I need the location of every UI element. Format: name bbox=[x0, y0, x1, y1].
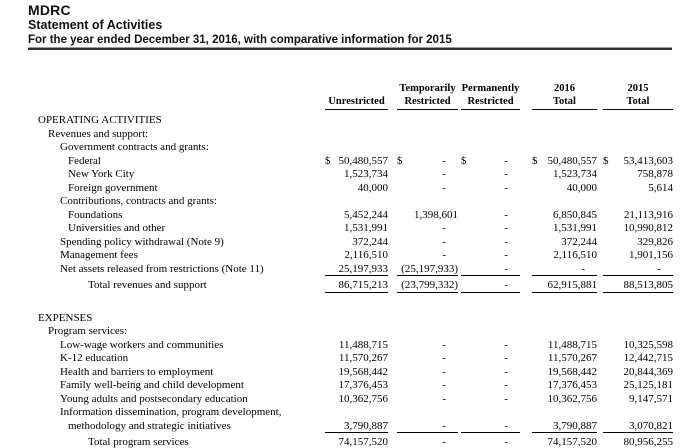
value-cell bbox=[325, 236, 388, 250]
row-label: New York City bbox=[68, 168, 135, 180]
value-cell bbox=[532, 168, 597, 182]
cell-value: - bbox=[442, 379, 446, 391]
cell-value: 17,376,453 bbox=[547, 379, 597, 391]
value-cell bbox=[397, 249, 458, 263]
table-row bbox=[0, 128, 699, 142]
cell-value: 10,325,598 bbox=[623, 338, 673, 351]
value-cell bbox=[397, 393, 458, 407]
table-row bbox=[0, 420, 699, 434]
cell-value: 40,000 bbox=[357, 181, 388, 194]
cell-value: 6,850,845 bbox=[553, 208, 597, 221]
value-cell bbox=[461, 141, 520, 155]
value-cell bbox=[603, 279, 673, 293]
value-cell bbox=[532, 420, 597, 434]
cell-value: - bbox=[504, 249, 508, 261]
cell-value: 80,956,255 bbox=[623, 436, 673, 448]
row-label: Universities and other bbox=[68, 222, 166, 234]
value-cell bbox=[603, 168, 673, 182]
dollar-sign: $ bbox=[603, 154, 609, 167]
cell-value: 3,790,887 bbox=[344, 419, 388, 432]
cell-value: 11,488,715 bbox=[338, 338, 388, 351]
row-label: Foundations bbox=[68, 208, 123, 221]
value-cell bbox=[325, 393, 388, 407]
value-cell bbox=[532, 436, 597, 448]
value-cell bbox=[603, 114, 673, 128]
cell-value: - bbox=[504, 222, 508, 234]
value-cell bbox=[325, 436, 388, 448]
cell-value: 19,568,442 bbox=[338, 365, 388, 378]
column-header-permanently-restricted bbox=[461, 81, 520, 110]
activities-table bbox=[0, 81, 699, 448]
value-cell bbox=[603, 325, 673, 339]
column-header-line1: 2016 bbox=[554, 83, 575, 94]
value-cell bbox=[461, 195, 520, 209]
table-row bbox=[0, 325, 699, 339]
cell-value: - bbox=[442, 249, 446, 261]
cell-value: 1,531,991 bbox=[553, 222, 597, 234]
cell-value: - bbox=[504, 235, 508, 248]
value-cell bbox=[461, 114, 520, 128]
cell-value: 372,244 bbox=[352, 235, 388, 248]
cell-value: 62,915,881 bbox=[547, 279, 597, 291]
table-row bbox=[0, 366, 699, 380]
cell-value: - bbox=[442, 181, 446, 194]
column-header-2015-total bbox=[603, 81, 673, 110]
value-cell bbox=[461, 339, 520, 353]
cell-value: - bbox=[657, 262, 661, 275]
value-cell bbox=[603, 195, 673, 209]
value-cell bbox=[532, 182, 597, 196]
value-cell bbox=[461, 222, 520, 236]
table-row bbox=[0, 182, 699, 196]
cell-value: - bbox=[442, 365, 446, 378]
value-cell bbox=[461, 366, 520, 380]
table-row bbox=[0, 393, 699, 407]
value-cell bbox=[532, 209, 597, 223]
column-header-line2: Total bbox=[553, 96, 576, 107]
value-cell bbox=[397, 379, 458, 393]
cell-value: - bbox=[504, 168, 508, 180]
value-cell bbox=[532, 249, 597, 263]
value-cell bbox=[603, 436, 673, 448]
table-header-row bbox=[0, 81, 699, 110]
cell-value: 11,570,267 bbox=[338, 352, 388, 364]
value-cell bbox=[325, 249, 388, 263]
cell-value: 25,125,181 bbox=[623, 379, 673, 391]
value-cell bbox=[397, 128, 458, 142]
value-cell bbox=[397, 352, 458, 366]
value-cell bbox=[325, 406, 388, 420]
cell-value: - bbox=[504, 365, 508, 378]
row-label: Federal bbox=[68, 154, 101, 167]
cell-value: - bbox=[504, 279, 508, 291]
row-label: OPERATING ACTIVITIES bbox=[38, 114, 162, 126]
value-cell bbox=[325, 168, 388, 182]
value-cell bbox=[397, 406, 458, 420]
value-cell bbox=[325, 155, 388, 169]
table-body bbox=[0, 114, 699, 448]
value-cell bbox=[461, 436, 520, 448]
cell-value: 86,715,213 bbox=[338, 279, 388, 291]
value-cell bbox=[397, 263, 458, 277]
row-label: Program services: bbox=[48, 325, 128, 337]
value-cell bbox=[603, 393, 673, 407]
title-divider bbox=[28, 47, 672, 50]
value-cell bbox=[325, 195, 388, 209]
value-cell bbox=[397, 420, 458, 434]
cell-value: 5,614 bbox=[648, 181, 673, 194]
value-cell bbox=[325, 352, 388, 366]
cell-value: - bbox=[442, 352, 446, 364]
value-cell bbox=[532, 114, 597, 128]
value-cell bbox=[603, 222, 673, 236]
value-cell bbox=[397, 366, 458, 380]
row-label: Total revenues and support bbox=[88, 279, 207, 291]
cell-value: (23,799,332) bbox=[401, 279, 458, 291]
cell-value: 11,570,267 bbox=[547, 352, 597, 364]
cell-value: 1,531,991 bbox=[344, 222, 388, 234]
row-label: Spending policy withdrawal (Note 9) bbox=[60, 235, 224, 248]
cell-value: - bbox=[581, 262, 585, 275]
cell-value: - bbox=[504, 379, 508, 391]
cell-value: 88,513,805 bbox=[623, 279, 673, 291]
cell-value: 1,901,156 bbox=[629, 249, 673, 261]
value-cell bbox=[397, 339, 458, 353]
value-cell bbox=[603, 339, 673, 353]
table-row bbox=[0, 339, 699, 353]
value-cell bbox=[461, 209, 520, 223]
value-cell bbox=[603, 312, 673, 326]
table-row bbox=[0, 436, 699, 448]
value-cell bbox=[461, 128, 520, 142]
cell-value: - bbox=[442, 235, 446, 248]
row-label: Total program services bbox=[88, 436, 189, 448]
cell-value: 10,362,756 bbox=[547, 392, 597, 405]
cell-value: - bbox=[504, 419, 508, 432]
value-cell bbox=[532, 222, 597, 236]
cell-value: 2,116,510 bbox=[553, 249, 597, 261]
value-cell bbox=[603, 155, 673, 169]
cell-value: (25,197,933) bbox=[401, 262, 458, 275]
row-label: EXPENSES bbox=[38, 311, 93, 324]
value-cell bbox=[461, 420, 520, 434]
value-cell bbox=[603, 141, 673, 155]
cell-value: 9,147,571 bbox=[629, 392, 673, 405]
value-cell bbox=[397, 168, 458, 182]
value-cell bbox=[397, 279, 458, 293]
value-cell bbox=[603, 420, 673, 434]
value-cell bbox=[532, 155, 597, 169]
value-cell bbox=[325, 379, 388, 393]
value-cell bbox=[397, 182, 458, 196]
cell-value: - bbox=[442, 338, 446, 351]
value-cell bbox=[461, 168, 520, 182]
value-cell bbox=[461, 379, 520, 393]
cell-value: 1,523,734 bbox=[553, 168, 597, 180]
value-cell bbox=[325, 182, 388, 196]
value-cell bbox=[461, 352, 520, 366]
value-cell bbox=[397, 195, 458, 209]
row-label: Management fees bbox=[60, 249, 138, 261]
value-cell bbox=[603, 249, 673, 263]
section-spacer bbox=[0, 293, 699, 312]
value-cell bbox=[325, 339, 388, 353]
value-cell bbox=[603, 366, 673, 380]
value-cell bbox=[603, 209, 673, 223]
cell-value: - bbox=[504, 154, 508, 167]
cell-value: - bbox=[504, 392, 508, 405]
value-cell bbox=[532, 195, 597, 209]
value-cell bbox=[397, 114, 458, 128]
table-row bbox=[0, 168, 699, 182]
table-row bbox=[0, 222, 699, 236]
value-cell bbox=[325, 312, 388, 326]
value-cell bbox=[603, 352, 673, 366]
org-name: MDRC bbox=[28, 2, 71, 18]
cell-value: 25,197,933 bbox=[338, 262, 388, 275]
statement-title: Statement of Activities bbox=[28, 18, 163, 32]
column-header-line1: Permanently bbox=[461, 83, 520, 94]
cell-value: 50,480,557 bbox=[547, 154, 597, 167]
cell-value: - bbox=[504, 262, 508, 275]
value-cell bbox=[603, 128, 673, 142]
column-header-unrestricted bbox=[325, 81, 388, 110]
value-cell bbox=[461, 263, 520, 277]
row-label: Health and barriers to employment bbox=[60, 365, 214, 378]
label-column-spacer bbox=[0, 81, 325, 110]
value-cell bbox=[461, 406, 520, 420]
value-cell bbox=[397, 222, 458, 236]
column-header-line2: Restricted bbox=[467, 96, 514, 107]
value-cell bbox=[325, 325, 388, 339]
value-cell bbox=[397, 141, 458, 155]
cell-value: - bbox=[504, 338, 508, 351]
row-label: Young adults and postsecondary education bbox=[60, 392, 248, 405]
column-header-line2: Total bbox=[626, 96, 650, 107]
cell-value: - bbox=[442, 222, 446, 234]
value-cell bbox=[325, 141, 388, 155]
cell-value: - bbox=[442, 154, 446, 167]
value-cell bbox=[532, 263, 597, 277]
row-label: Government contracts and grants: bbox=[60, 141, 209, 153]
cell-value: 21,113,916 bbox=[623, 208, 673, 221]
table-row bbox=[0, 209, 699, 223]
cell-value: 1,398,601 bbox=[414, 208, 458, 221]
value-cell bbox=[461, 249, 520, 263]
cell-value: - bbox=[504, 436, 508, 448]
cell-value: 1,523,734 bbox=[344, 168, 388, 180]
value-cell bbox=[532, 339, 597, 353]
cell-value: - bbox=[442, 436, 446, 448]
cell-value: 10,362,756 bbox=[338, 392, 388, 405]
value-cell bbox=[325, 366, 388, 380]
value-cell bbox=[397, 312, 458, 326]
value-cell bbox=[461, 182, 520, 196]
value-cell bbox=[603, 182, 673, 196]
cell-value: 50,480,557 bbox=[338, 154, 388, 167]
value-cell bbox=[603, 379, 673, 393]
value-cell bbox=[325, 420, 388, 434]
value-cell bbox=[461, 236, 520, 250]
value-cell bbox=[532, 279, 597, 293]
value-cell bbox=[532, 393, 597, 407]
column-header-line1: 2015 bbox=[627, 83, 649, 94]
row-label: Information dissemination, program development, bbox=[60, 406, 282, 418]
cell-value: 3,790,887 bbox=[553, 419, 597, 432]
cell-value: 74,157,520 bbox=[547, 436, 597, 448]
table-row bbox=[0, 312, 699, 326]
statement-subtitle: For the year ended December 31, 2016, with comparative information for 2015 bbox=[28, 34, 452, 46]
row-label: Net assets released from restrictions (Note 11) bbox=[60, 262, 264, 275]
dollar-sign: $ bbox=[461, 154, 467, 167]
cell-value: 20,844,369 bbox=[623, 365, 673, 378]
value-cell bbox=[461, 393, 520, 407]
value-cell bbox=[532, 128, 597, 142]
row-label: Family well-being and child development bbox=[60, 379, 244, 391]
row-label: K-12 education bbox=[60, 352, 129, 364]
value-cell bbox=[461, 155, 520, 169]
cell-value: 40,000 bbox=[566, 181, 597, 194]
cell-value: - bbox=[442, 419, 446, 432]
value-cell bbox=[325, 279, 388, 293]
row-label: Contributions, contracts and grants: bbox=[60, 195, 218, 207]
table-row bbox=[0, 114, 699, 128]
value-cell bbox=[461, 325, 520, 339]
value-cell bbox=[532, 141, 597, 155]
cell-value: - bbox=[504, 352, 508, 364]
value-cell bbox=[397, 236, 458, 250]
table-row bbox=[0, 352, 699, 366]
table-row bbox=[0, 141, 699, 155]
value-cell bbox=[325, 128, 388, 142]
dollar-sign: $ bbox=[397, 154, 403, 167]
table-row bbox=[0, 279, 699, 293]
value-cell bbox=[325, 114, 388, 128]
cell-value: 372,244 bbox=[561, 235, 597, 248]
cell-value: 329,826 bbox=[637, 235, 673, 248]
cell-value: 17,376,453 bbox=[338, 379, 388, 391]
column-header-line2: Restricted bbox=[404, 96, 451, 107]
row-label: Revenues and support: bbox=[48, 127, 149, 140]
dollar-sign: $ bbox=[325, 154, 331, 167]
value-cell bbox=[532, 406, 597, 420]
column-header-temporarily-restricted bbox=[397, 81, 458, 110]
table-row bbox=[0, 155, 699, 169]
table-row bbox=[0, 195, 699, 209]
document-header bbox=[0, 0, 699, 47]
cell-value: 11,488,715 bbox=[547, 338, 597, 351]
cell-value: 758,878 bbox=[637, 168, 673, 180]
cell-value: - bbox=[504, 181, 508, 194]
column-header-line2: Unrestricted bbox=[328, 96, 385, 107]
value-cell bbox=[532, 379, 597, 393]
table-row bbox=[0, 406, 699, 420]
cell-value: - bbox=[504, 208, 508, 221]
cell-value: 74,157,520 bbox=[338, 436, 388, 448]
table-row bbox=[0, 379, 699, 393]
row-label: methodology and strategic initiatives bbox=[68, 419, 231, 432]
value-cell bbox=[325, 263, 388, 277]
row-label: Foreign government bbox=[68, 181, 158, 194]
value-cell bbox=[325, 222, 388, 236]
cell-value: - bbox=[442, 392, 446, 405]
cell-value: 19,568,442 bbox=[547, 365, 597, 378]
cell-value: 12,442,715 bbox=[623, 352, 673, 364]
dollar-sign: $ bbox=[532, 154, 538, 167]
value-cell bbox=[397, 436, 458, 448]
row-label: Low-wage workers and communities bbox=[60, 338, 224, 351]
value-cell bbox=[532, 312, 597, 326]
value-cell bbox=[461, 312, 520, 326]
column-header-line1: Temporarily bbox=[399, 83, 456, 94]
cell-value: - bbox=[442, 168, 446, 180]
value-cell bbox=[532, 366, 597, 380]
value-cell bbox=[397, 155, 458, 169]
value-cell bbox=[397, 209, 458, 223]
table-row bbox=[0, 249, 699, 263]
cell-value: 53,413,603 bbox=[623, 154, 673, 167]
value-cell bbox=[397, 325, 458, 339]
value-cell bbox=[461, 279, 520, 293]
value-cell bbox=[325, 209, 388, 223]
table-row bbox=[0, 263, 699, 277]
column-header-2016-total bbox=[532, 81, 597, 110]
value-cell bbox=[532, 352, 597, 366]
table-row bbox=[0, 236, 699, 250]
value-cell bbox=[603, 263, 673, 277]
value-cell bbox=[532, 236, 597, 250]
cell-value: 2,116,510 bbox=[344, 249, 388, 261]
value-cell bbox=[603, 236, 673, 250]
value-cell bbox=[603, 406, 673, 420]
cell-value: 3,070,821 bbox=[629, 419, 673, 432]
cell-value: 10,990,812 bbox=[623, 222, 673, 234]
value-cell bbox=[532, 325, 597, 339]
cell-value: 5,452,244 bbox=[344, 208, 388, 221]
